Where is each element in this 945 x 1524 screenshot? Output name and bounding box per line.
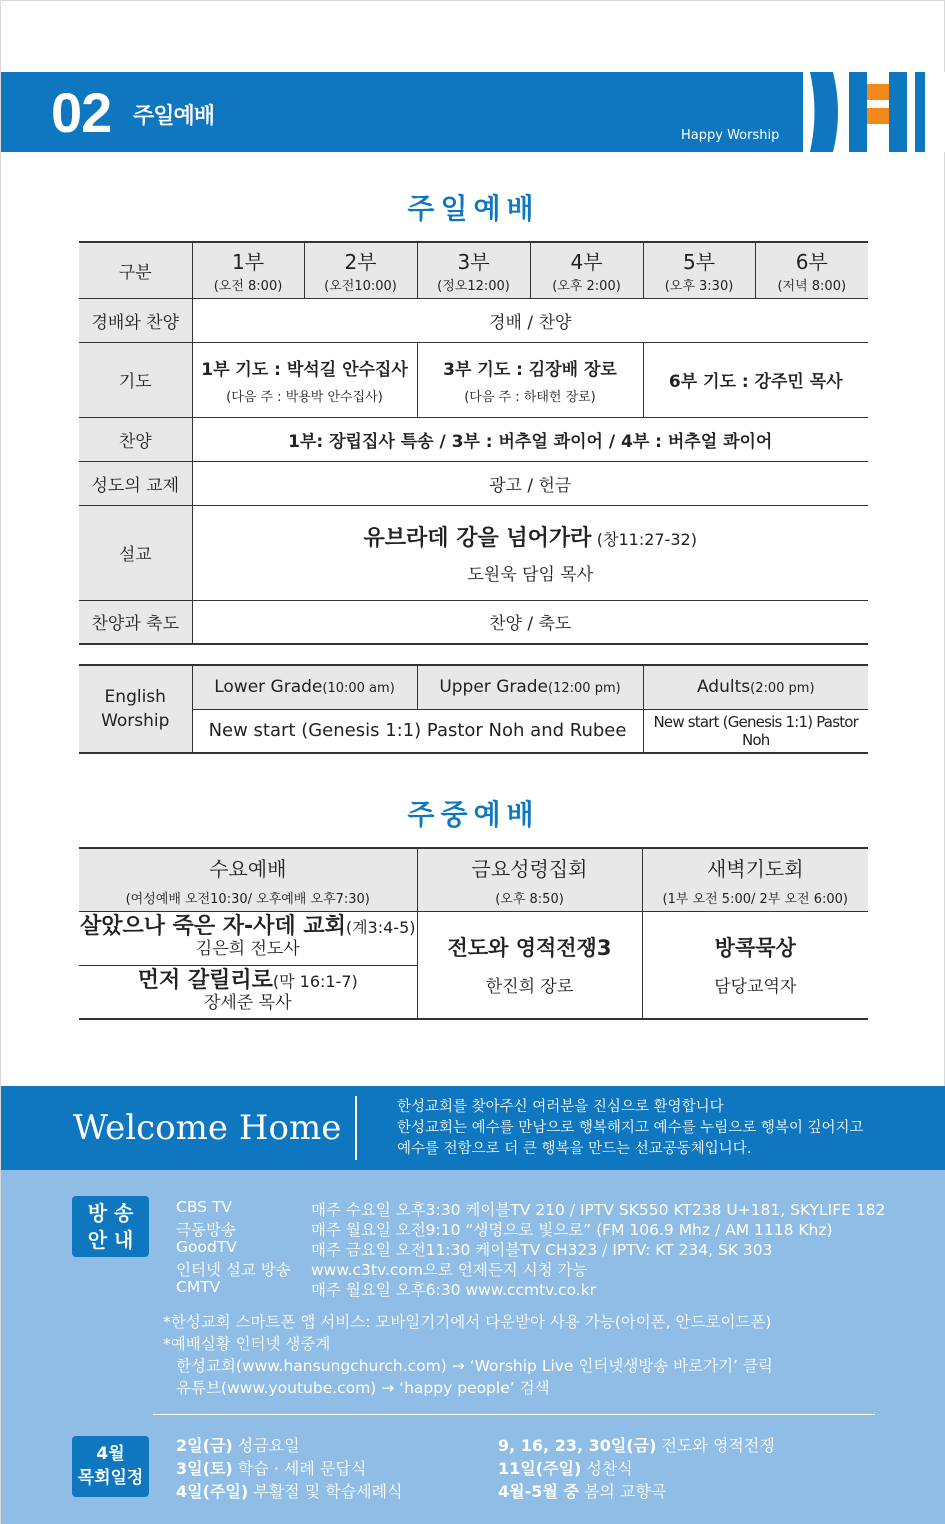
sermon-label: 설교: [79, 505, 192, 600]
weekday-header-row: [79, 848, 868, 911]
sermon-reference: (막 16:1-7): [272, 971, 358, 991]
service-6: [755, 242, 868, 298]
welcome-banner: [1, 1086, 945, 1170]
english-worship-label: English Worship: [79, 665, 192, 753]
schedule-event: 전도와 영적전쟁: [661, 1436, 775, 1455]
service-time: (저녁 8:00): [777, 279, 847, 295]
service-times-row: [79, 242, 868, 298]
sermon-preacher: 김은희 전도사: [195, 939, 300, 959]
sermon-title: 유브라데 강을 넘어가라: [363, 525, 592, 551]
sermon-reference: (창11:27-32): [596, 529, 697, 549]
sermon-preacher: 장세준 목사: [203, 992, 292, 1013]
grade-name: Adults: [696, 677, 751, 698]
service-time: (여성예배 오전10:30/ 오후예배 오후7:30): [125, 891, 370, 907]
service-time: (오후 3:30): [664, 279, 734, 295]
service-name: 금요성령집회: [471, 856, 588, 881]
grade-time: (2:00 pm): [750, 681, 815, 697]
weekday-heading: 주중예배: [407, 798, 540, 831]
prayer-3: [417, 342, 643, 417]
sermon-reference: (계3:4-5): [345, 918, 416, 937]
schedule-event: 부활절 및 학습세례식: [253, 1482, 403, 1501]
service-time: (오전 8:00): [213, 279, 283, 295]
praise-row: [79, 417, 868, 461]
church-logo: [803, 72, 945, 152]
section-header: [1, 72, 945, 152]
service-name: 3부: [457, 250, 490, 275]
english-sermon-row: [79, 709, 868, 753]
service-name: 1부: [231, 250, 265, 275]
schedule-item: [176, 1456, 366, 1479]
broadcast-detail: www.c3tv.com으로 언제든지 시청 가능: [311, 1261, 588, 1279]
schedule-badge: [72, 1436, 149, 1497]
service-name: 새벽기도회: [706, 856, 804, 881]
info-section: [1, 1170, 945, 1524]
youth-sermon: New start (Genesis 1:1) Pastor Noh and Rubee: [192, 709, 643, 753]
grade-time: (10:00 am): [322, 681, 395, 697]
grade-name: Upper Grade: [439, 677, 549, 698]
sermon-preacher: 담당교역자: [714, 977, 797, 998]
closing-label: 찬양과 축도: [79, 600, 192, 644]
broadcast-channel: 인터넷 설교 방송: [176, 1261, 291, 1279]
prayer-1: [192, 342, 417, 417]
schedule-item: [498, 1433, 775, 1456]
welcome-message: [397, 1097, 863, 1160]
welcome-divider: [355, 1096, 357, 1160]
weekday-row-1: [79, 911, 868, 965]
closing-value: 찬양 / 축도: [192, 600, 868, 644]
church-logo-icon: [803, 72, 945, 152]
schedule-item: [498, 1479, 666, 1502]
youtube-link-note: 유튜브(www.youtube.com) → ‘happy people’ 검색: [176, 1379, 550, 1397]
prayer-leader: 6부 기도 : 강주민 목사: [668, 372, 843, 392]
grade-time: (12:00 pm): [548, 681, 621, 697]
sermon-row: [79, 505, 868, 600]
broadcast-badge: [72, 1196, 149, 1257]
schedule-date: 11일(주일): [498, 1459, 582, 1478]
service-4: [530, 242, 643, 298]
sermon-preacher: 도원욱 담임 목사: [467, 564, 594, 585]
friday-header: [417, 848, 642, 911]
schedule-date: 2일(금): [176, 1436, 233, 1455]
service-time: (정오12:00): [437, 279, 510, 295]
sermon-cell: [192, 505, 868, 600]
broadcast-detail: 매주 월요일 오후6:30 www.ccmtv.co.kr: [311, 1281, 597, 1299]
sermon-title: 살았으나 죽은 자-사데 교회: [79, 914, 346, 939]
schedule-event: 봄의 교향곡: [583, 1482, 667, 1501]
prayer-label: 기도: [79, 342, 192, 417]
fellowship-row: [79, 461, 868, 505]
schedule-date: 4일(주일): [176, 1482, 249, 1501]
friday-sermon: [417, 911, 642, 1019]
service-name: 4부: [570, 250, 603, 275]
broadcast-detail: 매주 월요일 오전9:10 “생명으로 빛으로” (FM 106.9 Mhz / AM 1118 Khz): [311, 1221, 833, 1239]
schedule-event: 학습 · 세례 문답식: [237, 1459, 367, 1478]
section-subtitle: Happy Worship: [681, 128, 780, 143]
schedule-date: 9, 16, 23, 30일(금): [498, 1436, 657, 1455]
dawn-sermon: [642, 911, 868, 1019]
schedule-badge-line: 목회일정: [77, 1468, 144, 1488]
sermon-title: 먼저 갈릴리로: [137, 967, 273, 993]
header-label: 구분: [79, 242, 192, 298]
weekday-table: [79, 847, 868, 1020]
service-name: 5부: [682, 250, 716, 275]
sermon-title: 전도와 영적전쟁3: [447, 936, 612, 961]
prayer-leader: 1부 기도 : 박석길 안수집사: [201, 359, 408, 380]
info-divider: [153, 1414, 875, 1415]
service-name: 6부: [795, 250, 828, 275]
grade-lower: [192, 665, 417, 709]
schedule-date: 3일(토): [176, 1459, 233, 1478]
worship-row: [79, 298, 868, 342]
grade-adults: [643, 665, 868, 709]
english-grades-row: [79, 665, 868, 709]
prayer-next: (다음 주 : 박용박 안수집사): [226, 389, 383, 405]
schedule-item: [176, 1479, 403, 1502]
schedule-badge-line: 4월: [96, 1444, 125, 1464]
service-2: [304, 242, 417, 298]
service-3: [417, 242, 530, 298]
wednesday-sermon-1: [79, 911, 417, 965]
broadcast-channel: CMTV: [176, 1278, 221, 1296]
service-time: (오후 2:00): [552, 279, 621, 295]
service-time: (오전10:00): [324, 279, 397, 295]
sermon-preacher: 한진희 장로: [485, 977, 574, 998]
worship-value: 경배 / 찬양: [192, 298, 868, 342]
welcome-line: 한성교회는 예수를 만남으로 행복해지고 예수를 누림으로 행복이 깊어지고: [397, 1120, 864, 1136]
schedule-item: [498, 1456, 633, 1479]
fellowship-label: 성도의 교제: [79, 461, 192, 505]
schedule-date: 4월-5월 중: [498, 1482, 579, 1501]
broadcast-channel: CBS TV: [176, 1198, 233, 1216]
section-number: 02: [51, 81, 112, 144]
service-1: [192, 242, 304, 298]
schedule-event: 성찬식: [586, 1459, 633, 1478]
welcome-title: Welcome Home: [73, 1108, 342, 1148]
section-title: 주일예배: [133, 104, 215, 129]
app-service-note: *한성교회 스마트폰 앱 서비스: 모바일기기에서 다운받아 사용 가능(아이폰, 안드로이드폰): [163, 1313, 772, 1331]
sunday-table: [79, 241, 868, 645]
wednesday-sermon-2: [79, 965, 417, 1019]
service-5: [643, 242, 755, 298]
broadcast-channel: 극동방송: [176, 1221, 236, 1239]
prayer-next: (다음 주 : 하태헌 장로): [464, 389, 596, 405]
broadcast-badge-line: 안 내: [87, 1228, 134, 1252]
homepage-link-note: 한성교회(www.hansungchurch.com) → ‘Worship Live 인터넷생방송 바로가기’ 클릭: [176, 1357, 773, 1375]
praise-label: 찬양: [79, 417, 192, 461]
broadcast-channel: GoodTV: [176, 1238, 237, 1256]
live-stream-note: *예배실황 인터넷 생중계: [163, 1335, 331, 1353]
schedule-item: [176, 1433, 300, 1456]
broadcast-detail: 매주 금요일 오전11:30 케이블TV CH323 / IPTV: KT 234, SK 303: [311, 1241, 773, 1259]
english-worship-table: [79, 664, 868, 754]
prayer-leader: 3부 기도 : 김장배 장로: [443, 359, 617, 380]
grade-upper: [417, 665, 643, 709]
grade-name: Lower Grade: [214, 677, 323, 698]
worship-label: 경배와 찬양: [79, 298, 192, 342]
dawn-header: [642, 848, 868, 911]
sermon-title: 방콕묵상: [714, 936, 796, 961]
welcome-line: 한성교회를 찾아주신 여러분을 진심으로 환영합니다: [397, 1099, 724, 1115]
praise-value: 1부: 장립집사 특송 / 3부 : 버추얼 콰이어 / 4부 : 버추얼 콰이어: [192, 417, 868, 461]
adult-sermon: New start (Genesis 1:1) Pastor Noh: [643, 709, 868, 753]
wednesday-header: [79, 848, 417, 911]
closing-row: [79, 600, 868, 644]
schedule-event: 성금요일: [237, 1436, 300, 1455]
prayer-row: [79, 342, 868, 417]
service-name: 2부: [344, 250, 377, 275]
broadcast-detail: 매주 수요일 오후3:30 케이블TV 210 / IPTV SK550 KT238 U+181, SKYLIFE 182: [311, 1201, 886, 1219]
fellowship-value: 광고 / 헌금: [192, 461, 868, 505]
service-name: 수요예배: [209, 856, 287, 881]
sunday-heading: 주일예배: [407, 192, 540, 225]
prayer-6: [643, 342, 868, 417]
welcome-line: 예수를 전함으로 더 큰 행복을 만드는 선교공동체입니다.: [397, 1141, 752, 1157]
broadcast-badge-line: 방 송: [87, 1201, 134, 1225]
service-time: (오후 8:50): [495, 891, 564, 907]
service-time: (1부 오전 5:00/ 2부 오전 6:00): [662, 891, 848, 907]
